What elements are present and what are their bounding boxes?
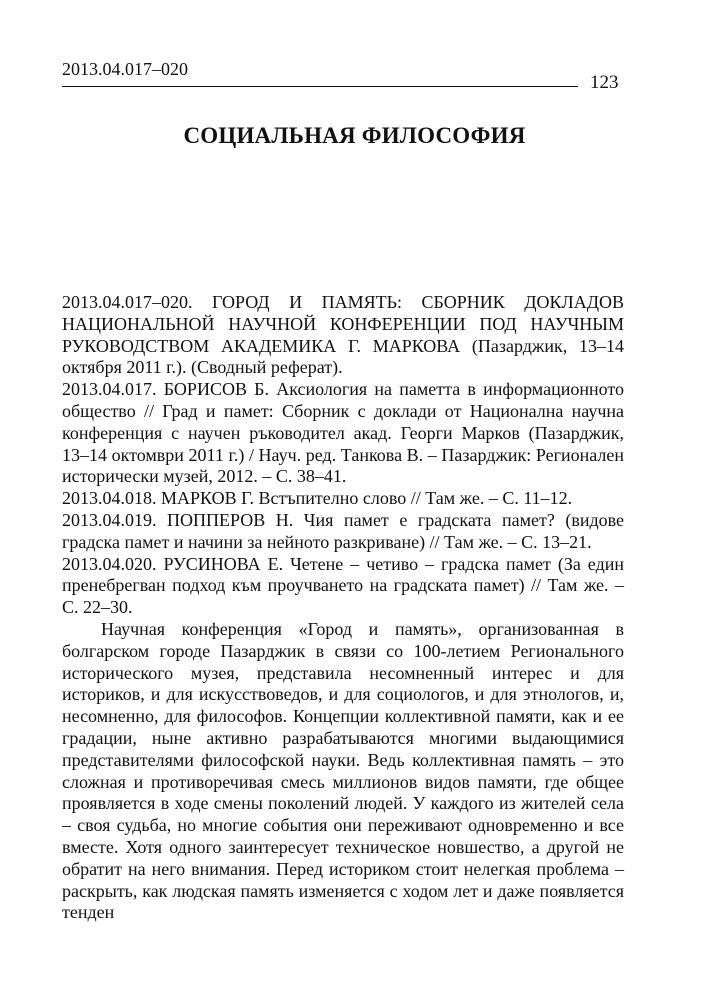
bibliographic-entry-020: 2013.04.020. РУСИНОВА Е. Четене – четиво – градска памет (За един пренебрегван подход към проучването на градската памет) // Там же. – С. 22–30. <box>62 553 624 618</box>
header-divider <box>62 86 578 87</box>
section-title: СОЦИАЛЬНАЯ ФИЛОСОФИЯ <box>183 123 526 148</box>
body-text <box>62 292 624 924</box>
bibliographic-entry-018: 2013.04.018. МАРКОВ Г. Встъпително слово // Там же. – С. 11–12. <box>62 488 573 509</box>
page-number: 123 <box>590 72 619 93</box>
bibliographic-entry-019: 2013.04.019. ПОППЕРОВ Н. Чия памет е градската памет? (видове градска памет и начини за нейното разкриване) // Там же. – С. 13–21. <box>62 509 624 552</box>
bibliographic-entry-main: 2013.04.017–020. ГОРОД И ПАМЯТЬ: СБОРНИК ДОКЛАДОВ НАЦИОНАЛЬНОЙ НАУЧНОЙ КОНФЕРЕНЦИИ ПОД НАУЧНЫМ РУКОВОДСТВОМ АКАДЕМИКА Г. МАРКОВА (Пазарджик, 13–14 октября 2011 г.). (Сводный реферат). <box>62 292 624 378</box>
summary-paragraph: Научная конференция «Город и память», организованная в болгарском городе Пазарджик в связи со 100-летием Регионального исторического музея, представила несомненный интерес и для историков, и для искусствоведов, и для социологов, и для этнологов, и, несомненно, для философов. Концепции коллективной памяти, как и ее градации, ныне активно разрабатываются многими выдающимися представителями философской науки. Ведь коллективная память – это сложная и противоречивая смесь миллионов видов памяти, где общее проявляется в ходе смены поколений людей. У каждого из жителей села – своя судьба, но многие события они переживают одновременно и все вместе. Хотя одного заинтересует техническое новшество, а другой не обратит на него внимания. Перед историком стоит нелегкая проблема – раскрыть, как людская память изменяется с ходом лет и даже появляется тенден <box>62 618 624 923</box>
running-header-code: 2013.04.017–020 <box>62 59 188 79</box>
bibliographic-entry-017: 2013.04.017. БОРИСОВ Б. Аксиология на паметта в информационното общество // Град и памет: Сборник с доклади от Национална научна конференция с научен ръководител акад. Георги Марков (Пазарджик, 13–14 октомври 2011 г.) / Науч. ред. Танкова В. – Пазарджик: Регионален исторически музей, 2012. – С. 38–41. <box>62 379 624 487</box>
